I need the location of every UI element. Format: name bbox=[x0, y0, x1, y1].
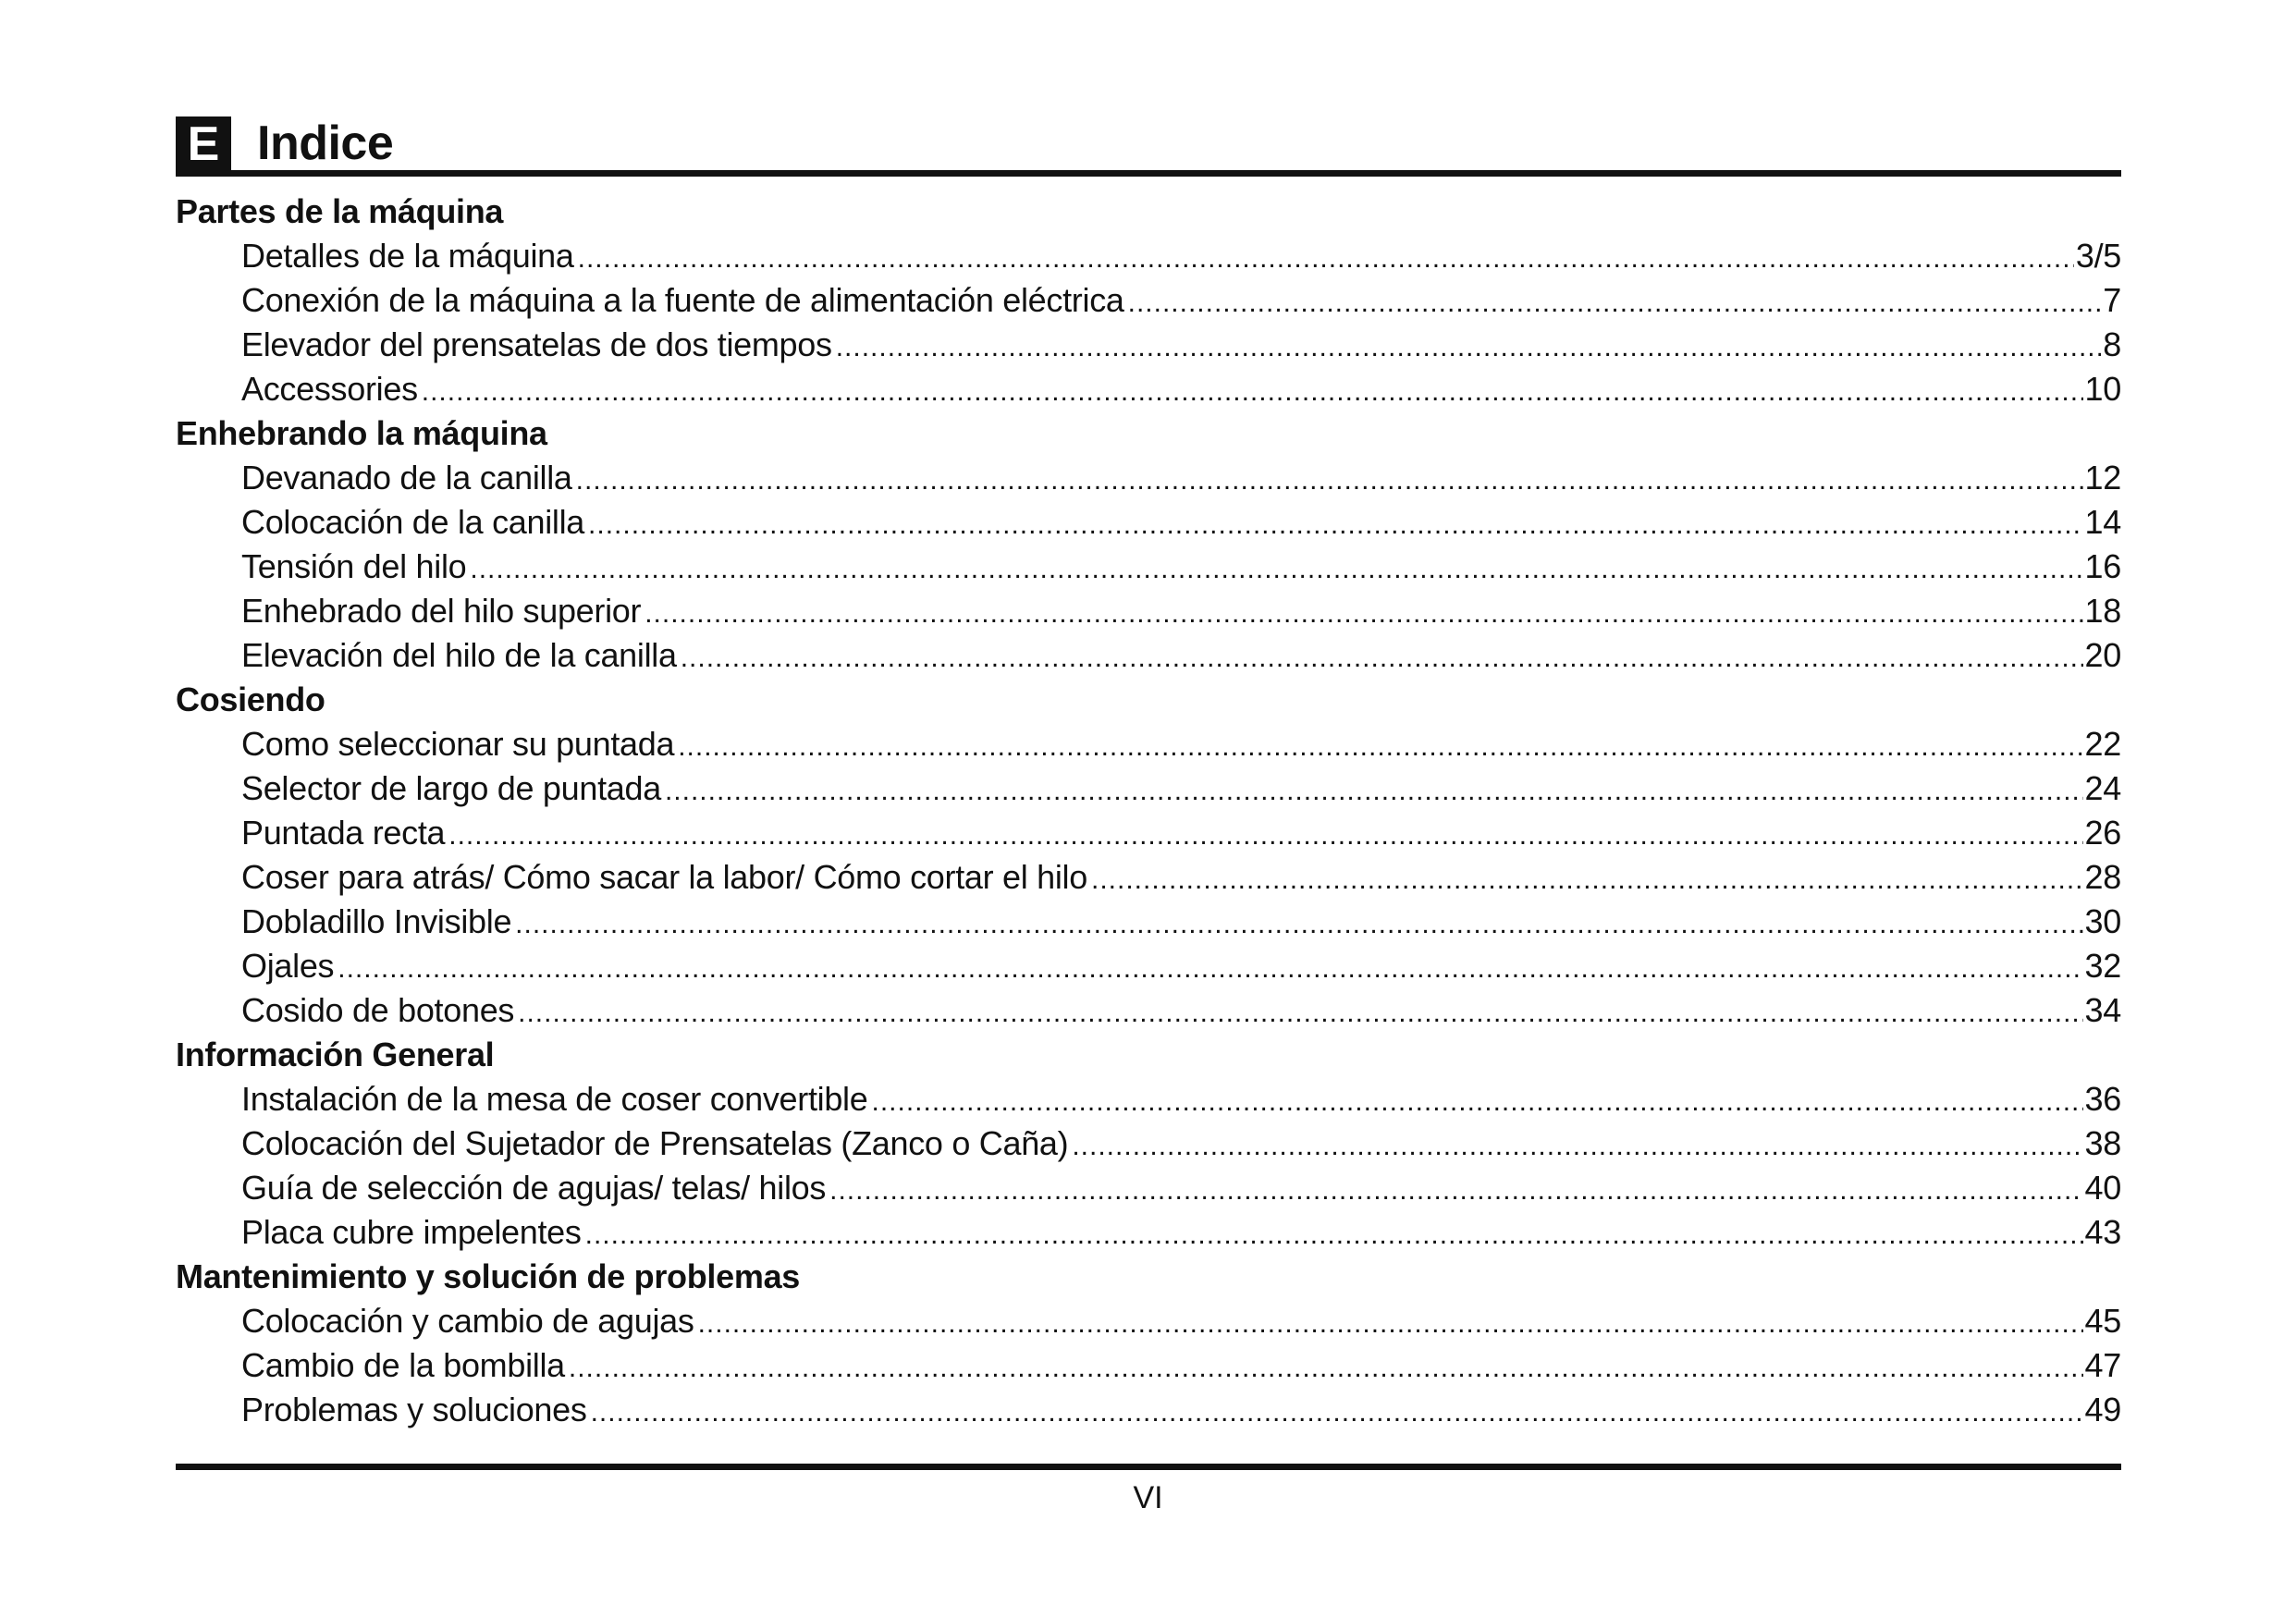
dot-leader bbox=[422, 370, 2083, 414]
toc-entry[interactable] bbox=[241, 766, 2121, 811]
section-heading: Cosiendo bbox=[176, 680, 325, 718]
toc-entry[interactable] bbox=[241, 1299, 2121, 1343]
toc-entry[interactable] bbox=[241, 367, 2121, 411]
dot-leader bbox=[836, 325, 2102, 370]
toc-entry-label: Colocación del Sujetador de Prensatelas (Zanco o Caña) bbox=[241, 1124, 1069, 1162]
toc-entry-page: 7 bbox=[2103, 281, 2121, 319]
toc-entry-page: 24 bbox=[2084, 769, 2121, 807]
page-title: Indice bbox=[257, 116, 394, 170]
toc-entry-label: Enhebrado del hilo superior bbox=[241, 592, 642, 630]
toc-entry-page: 14 bbox=[2084, 503, 2121, 541]
page-number: VI bbox=[1133, 1480, 1163, 1515]
toc-entry-page: 38 bbox=[2084, 1124, 2121, 1162]
section-heading: Enhebrando la máquina bbox=[176, 414, 547, 452]
dot-leader bbox=[1128, 281, 2102, 325]
toc-entry[interactable] bbox=[241, 589, 2121, 633]
toc-entry-page: 26 bbox=[2084, 814, 2121, 852]
dot-leader bbox=[591, 1391, 2083, 1435]
dot-leader bbox=[871, 1080, 2082, 1124]
toc-entry-page: 20 bbox=[2084, 636, 2121, 674]
toc-entry-label: Tensión del hilo bbox=[241, 547, 467, 585]
toc-entry-page: 10 bbox=[2084, 370, 2121, 408]
toc-entry-page: 49 bbox=[2084, 1391, 2121, 1428]
toc-entry-label: Guía de selección de agujas/ telas/ hilos bbox=[241, 1169, 827, 1207]
dot-leader bbox=[829, 1169, 2082, 1213]
dot-leader bbox=[448, 814, 2082, 858]
toc-entry[interactable] bbox=[241, 278, 2121, 323]
table-of-contents bbox=[176, 190, 2121, 1432]
toc-entry-label: Elevador del prensatelas de dos tiempos bbox=[241, 325, 832, 363]
footer-divider bbox=[176, 1464, 2121, 1470]
toc-entry[interactable] bbox=[241, 1343, 2121, 1388]
section-heading: Información General bbox=[176, 1036, 495, 1073]
dot-leader bbox=[1091, 858, 2083, 902]
toc-entry[interactable] bbox=[241, 1166, 2121, 1210]
toc-entry[interactable] bbox=[241, 1122, 2121, 1166]
toc-entry-page: 28 bbox=[2084, 858, 2121, 896]
dot-leader bbox=[698, 1302, 2083, 1346]
toc-entry-page: 36 bbox=[2084, 1080, 2121, 1118]
toc-entry-label: Ojales bbox=[241, 947, 335, 985]
toc-entry[interactable] bbox=[241, 1077, 2121, 1122]
toc-entry-label: Colocación y cambio de agujas bbox=[241, 1302, 694, 1340]
toc-entry-label: Como seleccionar su puntada bbox=[241, 725, 675, 763]
dot-leader bbox=[645, 592, 2082, 636]
toc-entry-label: Dobladillo Invisible bbox=[241, 902, 512, 940]
page-header bbox=[176, 113, 2121, 177]
toc-entry-page: 22 bbox=[2084, 725, 2121, 763]
toc-entry-page: 16 bbox=[2084, 547, 2121, 585]
toc-entry-page: 30 bbox=[2084, 902, 2121, 940]
toc-entry-label: Placa cubre impelentes bbox=[241, 1213, 582, 1251]
toc-entry[interactable] bbox=[241, 1388, 2121, 1432]
toc-entry-label: Colocación de la canilla bbox=[241, 503, 585, 541]
toc-entry-page: 34 bbox=[2084, 991, 2121, 1029]
language-badge: E bbox=[176, 116, 231, 172]
toc-entry-page: 12 bbox=[2084, 459, 2121, 496]
toc-entry[interactable] bbox=[241, 811, 2121, 855]
toc-entry-label: Detalles de la máquina bbox=[241, 237, 574, 275]
toc-entry-page: 18 bbox=[2084, 592, 2121, 630]
dot-leader bbox=[518, 991, 2082, 1036]
toc-entry-label: Coser para atrás/ Cómo sacar la labor/ Cómo cortar el hilo bbox=[241, 858, 1087, 896]
toc-entry[interactable] bbox=[241, 855, 2121, 900]
toc-entry[interactable] bbox=[241, 456, 2121, 500]
toc-entry-label: Cosido de botones bbox=[241, 991, 515, 1029]
dot-leader bbox=[576, 459, 2083, 503]
toc-entry[interactable] bbox=[241, 900, 2121, 944]
dot-leader bbox=[1072, 1124, 2082, 1169]
dot-leader bbox=[585, 1213, 2083, 1257]
toc-entry-label: Devanado de la canilla bbox=[241, 459, 572, 496]
section-heading: Mantenimiento y solución de problemas bbox=[176, 1257, 801, 1295]
dot-leader bbox=[678, 725, 2082, 769]
toc-entry[interactable] bbox=[241, 234, 2121, 278]
toc-entry-page: 45 bbox=[2084, 1302, 2121, 1340]
toc-entry-label: Conexión de la máquina a la fuente de alimentación eléctrica bbox=[241, 281, 1124, 319]
toc-entry-page: 47 bbox=[2084, 1346, 2121, 1384]
toc-entry[interactable] bbox=[241, 944, 2121, 988]
toc-entry-page: 3/5 bbox=[2075, 237, 2121, 275]
dot-leader bbox=[569, 1346, 2083, 1391]
toc-entry[interactable] bbox=[241, 722, 2121, 766]
dot-leader bbox=[588, 503, 2083, 547]
dot-leader bbox=[681, 636, 2083, 680]
toc-entry-label: Cambio de la bombilla bbox=[241, 1346, 565, 1384]
dot-leader bbox=[338, 947, 2082, 991]
toc-entry-label: Instalación de la mesa de coser convertible bbox=[241, 1080, 868, 1118]
section-heading: Partes de la máquina bbox=[176, 192, 504, 230]
dot-leader bbox=[665, 769, 2083, 814]
toc-entry-page: 40 bbox=[2084, 1169, 2121, 1207]
toc-entry-page: 43 bbox=[2084, 1213, 2121, 1251]
dot-leader bbox=[578, 237, 2074, 281]
toc-entry-label: Problemas y soluciones bbox=[241, 1391, 587, 1428]
toc-entry-page: 32 bbox=[2084, 947, 2121, 985]
toc-entry[interactable] bbox=[241, 323, 2121, 367]
toc-entry[interactable] bbox=[241, 1210, 2121, 1255]
toc-entry-label: Selector de largo de puntada bbox=[241, 769, 661, 807]
toc-entry-label: Accessories bbox=[241, 370, 418, 408]
dot-leader bbox=[515, 902, 2082, 947]
toc-entry-label: Elevación del hilo de la canilla bbox=[241, 636, 677, 674]
toc-entry-label: Puntada recta bbox=[241, 814, 446, 852]
toc-entry[interactable] bbox=[241, 545, 2121, 589]
dot-leader bbox=[470, 547, 2082, 592]
toc-entry[interactable] bbox=[241, 500, 2121, 545]
toc-entry[interactable] bbox=[241, 633, 2121, 678]
toc-entry[interactable] bbox=[241, 988, 2121, 1033]
toc-entry-page: 8 bbox=[2103, 325, 2121, 363]
